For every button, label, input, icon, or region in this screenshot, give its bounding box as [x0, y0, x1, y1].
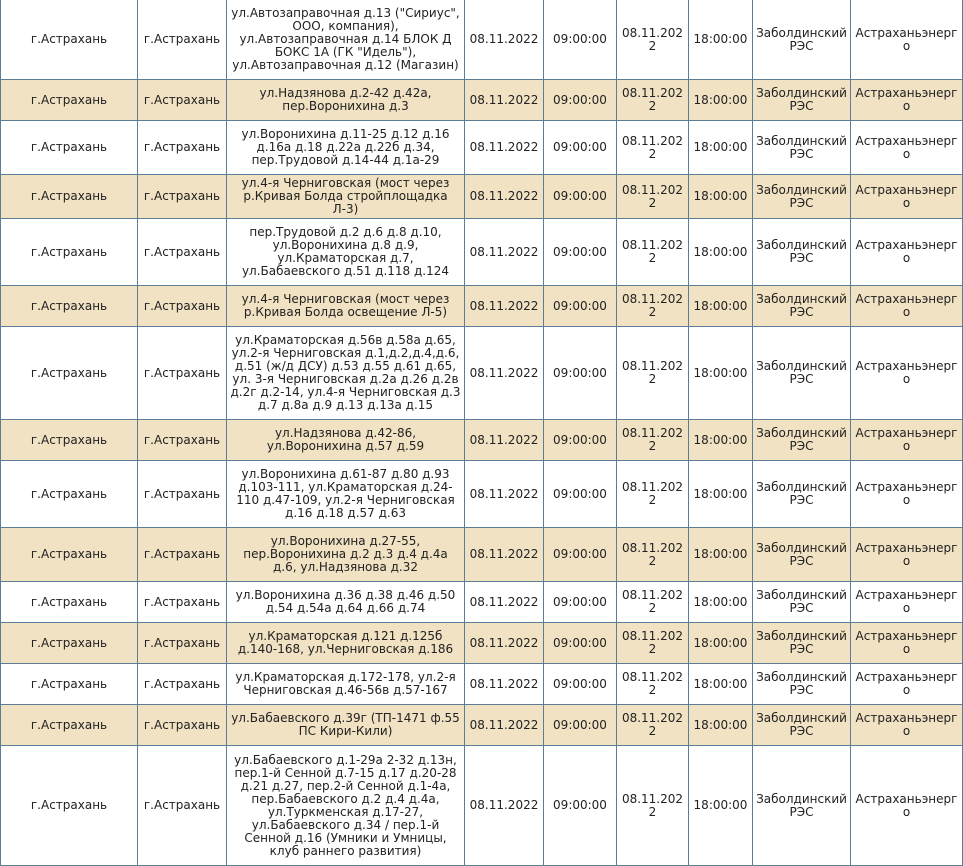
- end-date-cell: 08.11.2022: [617, 219, 689, 286]
- end-time-cell: 18:00:00: [689, 0, 753, 80]
- city-cell: г.Астрахань: [1, 121, 138, 175]
- company-cell: Астраханьэнерго: [851, 582, 963, 623]
- city-cell: г.Астрахань: [1, 175, 138, 219]
- start-time-cell: 09:00:00: [544, 705, 617, 746]
- address-cell: ул.Воронихина д.61-87 д.80 д.93 д.103-111, ул.Краматорская д.24-110 д.47-109, ул.2-я Черниговская д.16 д.18 д.57 д.63: [227, 461, 465, 528]
- start-date-cell: 08.11.2022: [465, 582, 544, 623]
- table-row: [1, 80, 963, 121]
- table-row: [1, 528, 963, 582]
- table-row: [1, 175, 963, 219]
- table-row: [1, 286, 963, 327]
- end-date-cell: 08.11.2022: [617, 664, 689, 705]
- address-cell: пер.Трудовой д.2 д.6 д.8 д.10, ул.Воронихина д.8 д.9, ул.Краматорская д.7, ул.Бабаевского д.51 д.118 д.124: [227, 219, 465, 286]
- table-row: [1, 0, 963, 80]
- end-date-cell: 08.11.2022: [617, 175, 689, 219]
- district-cell: Заболдинский РЭС: [753, 327, 851, 420]
- end-date-cell: 08.11.2022: [617, 80, 689, 121]
- start-date-cell: 08.11.2022: [465, 420, 544, 461]
- table-row: [1, 327, 963, 420]
- end-date-cell: 08.11.2022: [617, 582, 689, 623]
- end-date-cell: 08.11.2022: [617, 0, 689, 80]
- locality-cell: г.Астрахань: [138, 121, 227, 175]
- start-date-cell: 08.11.2022: [465, 664, 544, 705]
- address-cell: ул.Воронихина д.11-25 д.12 д.16 д.16а д.18 д.22а д.22б д.34, пер.Трудовой д.14-44 д.1а-29: [227, 121, 465, 175]
- district-cell: Заболдинский РЭС: [753, 528, 851, 582]
- end-time-cell: 18:00:00: [689, 327, 753, 420]
- locality-cell: г.Астрахань: [138, 286, 227, 327]
- table-row: [1, 461, 963, 528]
- start-time-cell: 09:00:00: [544, 121, 617, 175]
- company-cell: Астраханьэнерго: [851, 0, 963, 80]
- locality-cell: г.Астрахань: [138, 705, 227, 746]
- city-cell: г.Астрахань: [1, 219, 138, 286]
- table-row: [1, 582, 963, 623]
- end-date-cell: 08.11.2022: [617, 528, 689, 582]
- end-date-cell: 08.11.2022: [617, 623, 689, 664]
- start-time-cell: 09:00:00: [544, 420, 617, 461]
- city-cell: г.Астрахань: [1, 664, 138, 705]
- start-date-cell: 08.11.2022: [465, 121, 544, 175]
- city-cell: г.Астрахань: [1, 461, 138, 528]
- address-cell: ул.4-я Черниговская (мост через р.Кривая Болда стройплощадка Л-3): [227, 175, 465, 219]
- start-time-cell: 09:00:00: [544, 286, 617, 327]
- city-cell: г.Астрахань: [1, 80, 138, 121]
- end-time-cell: 18:00:00: [689, 219, 753, 286]
- address-cell: ул.Воронихина д.27-55, пер.Воронихина д.2 д.3 д.4 д.4а д.6, ул.Надзянова д.32: [227, 528, 465, 582]
- city-cell: г.Астрахань: [1, 0, 138, 80]
- address-cell: ул.Бабаевского д.1-29а 2-32 д.13н, пер.1-й Сенной д.7-15 д.17 д.20-28 д.21 д.27, пер.2-й Сенной д.1-4а, пер.Бабаевского д.2 д.4 д.4а, ул.Туркменская д.17-27, ул.Бабаевского д.34 / пер.1-й Сенной д.16 (Умники и Умницы, клуб раннего развития): [227, 746, 465, 866]
- city-cell: г.Астрахань: [1, 528, 138, 582]
- city-cell: г.Астрахань: [1, 286, 138, 327]
- city-cell: г.Астрахань: [1, 705, 138, 746]
- start-date-cell: 08.11.2022: [465, 0, 544, 80]
- district-cell: Заболдинский РЭС: [753, 175, 851, 219]
- address-cell: ул.Автозаправочная д.13 ("Сириус", ООО, компания), ул.Автозаправочная д.14 БЛОК Д БОКС 1А (ГК "Идель"), ул.Автозаправочная д.12 (Магазин): [227, 0, 465, 80]
- locality-cell: г.Астрахань: [138, 327, 227, 420]
- city-cell: г.Астрахань: [1, 746, 138, 866]
- table-row: [1, 219, 963, 286]
- company-cell: Астраханьэнерго: [851, 420, 963, 461]
- address-cell: ул.4-я Черниговская (мост через р.Кривая Болда освещение Л-5): [227, 286, 465, 327]
- start-time-cell: 09:00:00: [544, 327, 617, 420]
- company-cell: Астраханьэнерго: [851, 623, 963, 664]
- end-time-cell: 18:00:00: [689, 746, 753, 866]
- company-cell: Астраханьэнерго: [851, 746, 963, 866]
- locality-cell: г.Астрахань: [138, 623, 227, 664]
- start-time-cell: 09:00:00: [544, 664, 617, 705]
- table-row: [1, 705, 963, 746]
- end-time-cell: 18:00:00: [689, 623, 753, 664]
- company-cell: Астраханьэнерго: [851, 461, 963, 528]
- table-body: [1, 0, 963, 866]
- start-date-cell: 08.11.2022: [465, 528, 544, 582]
- end-date-cell: 08.11.2022: [617, 420, 689, 461]
- start-date-cell: 08.11.2022: [465, 623, 544, 664]
- address-cell: ул.Бабаевского д.39г (ТП-1471 ф.55 ПС Кири-Кили): [227, 705, 465, 746]
- end-time-cell: 18:00:00: [689, 461, 753, 528]
- district-cell: Заболдинский РЭС: [753, 705, 851, 746]
- end-time-cell: 18:00:00: [689, 582, 753, 623]
- company-cell: Астраханьэнерго: [851, 175, 963, 219]
- district-cell: Заболдинский РЭС: [753, 461, 851, 528]
- start-date-cell: 08.11.2022: [465, 286, 544, 327]
- end-date-cell: 08.11.2022: [617, 121, 689, 175]
- company-cell: Астраханьэнерго: [851, 219, 963, 286]
- address-cell: ул.Воронихина д.36 д.38 д.46 д.50 д.54 д.54а д.64 д.66 д.74: [227, 582, 465, 623]
- district-cell: Заболдинский РЭС: [753, 420, 851, 461]
- start-date-cell: 08.11.2022: [465, 219, 544, 286]
- locality-cell: г.Астрахань: [138, 0, 227, 80]
- city-cell: г.Астрахань: [1, 327, 138, 420]
- end-date-cell: 08.11.2022: [617, 746, 689, 866]
- locality-cell: г.Астрахань: [138, 219, 227, 286]
- end-time-cell: 18:00:00: [689, 175, 753, 219]
- start-time-cell: 09:00:00: [544, 461, 617, 528]
- end-time-cell: 18:00:00: [689, 286, 753, 327]
- address-cell: ул.Надзянова д.42-86, ул.Воронихина д.57 д.59: [227, 420, 465, 461]
- end-date-cell: 08.11.2022: [617, 705, 689, 746]
- district-cell: Заболдинский РЭС: [753, 80, 851, 121]
- locality-cell: г.Астрахань: [138, 80, 227, 121]
- start-time-cell: 09:00:00: [544, 0, 617, 80]
- company-cell: Астраханьэнерго: [851, 664, 963, 705]
- district-cell: Заболдинский РЭС: [753, 623, 851, 664]
- start-time-cell: 09:00:00: [544, 746, 617, 866]
- locality-cell: г.Астрахань: [138, 746, 227, 866]
- district-cell: Заболдинский РЭС: [753, 746, 851, 866]
- locality-cell: г.Астрахань: [138, 420, 227, 461]
- address-cell: ул.Краматорская д.172-178, ул.2-я Черниговская д.46-56в д.57-167: [227, 664, 465, 705]
- address-cell: ул.Надзянова д.2-42 д.42а, пер.Воронихина д.3: [227, 80, 465, 121]
- locality-cell: г.Астрахань: [138, 461, 227, 528]
- end-date-cell: 08.11.2022: [617, 461, 689, 528]
- locality-cell: г.Астрахань: [138, 664, 227, 705]
- company-cell: Астраханьэнерго: [851, 528, 963, 582]
- start-date-cell: 08.11.2022: [465, 746, 544, 866]
- table-row: [1, 623, 963, 664]
- start-time-cell: 09:00:00: [544, 623, 617, 664]
- end-time-cell: 18:00:00: [689, 528, 753, 582]
- city-cell: г.Астрахань: [1, 582, 138, 623]
- locality-cell: г.Астрахань: [138, 175, 227, 219]
- district-cell: Заболдинский РЭС: [753, 0, 851, 80]
- district-cell: Заболдинский РЭС: [753, 121, 851, 175]
- start-time-cell: 09:00:00: [544, 80, 617, 121]
- table-row: [1, 746, 963, 866]
- end-time-cell: 18:00:00: [689, 705, 753, 746]
- end-date-cell: 08.11.2022: [617, 286, 689, 327]
- table-row: [1, 420, 963, 461]
- end-time-cell: 18:00:00: [689, 420, 753, 461]
- start-date-cell: 08.11.2022: [465, 175, 544, 219]
- city-cell: г.Астрахань: [1, 623, 138, 664]
- end-time-cell: 18:00:00: [689, 664, 753, 705]
- start-time-cell: 09:00:00: [544, 582, 617, 623]
- start-date-cell: 08.11.2022: [465, 461, 544, 528]
- start-date-cell: 08.11.2022: [465, 705, 544, 746]
- company-cell: Астраханьэнерго: [851, 705, 963, 746]
- locality-cell: г.Астрахань: [138, 582, 227, 623]
- end-time-cell: 18:00:00: [689, 80, 753, 121]
- start-time-cell: 09:00:00: [544, 219, 617, 286]
- address-cell: ул.Краматорская д.56в д.58а д.65, ул.2-я Черниговская д.1,д.2,д.4,д.6, д.51 (ж/д ДСУ) д.53 д.55 д.61 д.65, ул. 3-я Черниговская д.2а д.26 д.2в д.2г д.2-14, ул.4-я Черниговская д.3 д.7 д.8а д.9 д.13 д.13а д.15: [227, 327, 465, 420]
- end-date-cell: 08.11.2022: [617, 327, 689, 420]
- district-cell: Заболдинский РЭС: [753, 286, 851, 327]
- district-cell: Заболдинский РЭС: [753, 664, 851, 705]
- start-time-cell: 09:00:00: [544, 175, 617, 219]
- city-cell: г.Астрахань: [1, 420, 138, 461]
- start-date-cell: 08.11.2022: [465, 80, 544, 121]
- start-time-cell: 09:00:00: [544, 528, 617, 582]
- company-cell: Астраханьэнерго: [851, 80, 963, 121]
- table-row: [1, 121, 963, 175]
- district-cell: Заболдинский РЭС: [753, 582, 851, 623]
- table-row: [1, 664, 963, 705]
- end-time-cell: 18:00:00: [689, 121, 753, 175]
- district-cell: Заболдинский РЭС: [753, 219, 851, 286]
- company-cell: Астраханьэнерго: [851, 121, 963, 175]
- company-cell: Астраханьэнерго: [851, 327, 963, 420]
- address-cell: ул.Краматорская д.121 д.125б д.140-168, ул.Черниговская д.186: [227, 623, 465, 664]
- start-date-cell: 08.11.2022: [465, 327, 544, 420]
- locality-cell: г.Астрахань: [138, 528, 227, 582]
- company-cell: Астраханьэнерго: [851, 286, 963, 327]
